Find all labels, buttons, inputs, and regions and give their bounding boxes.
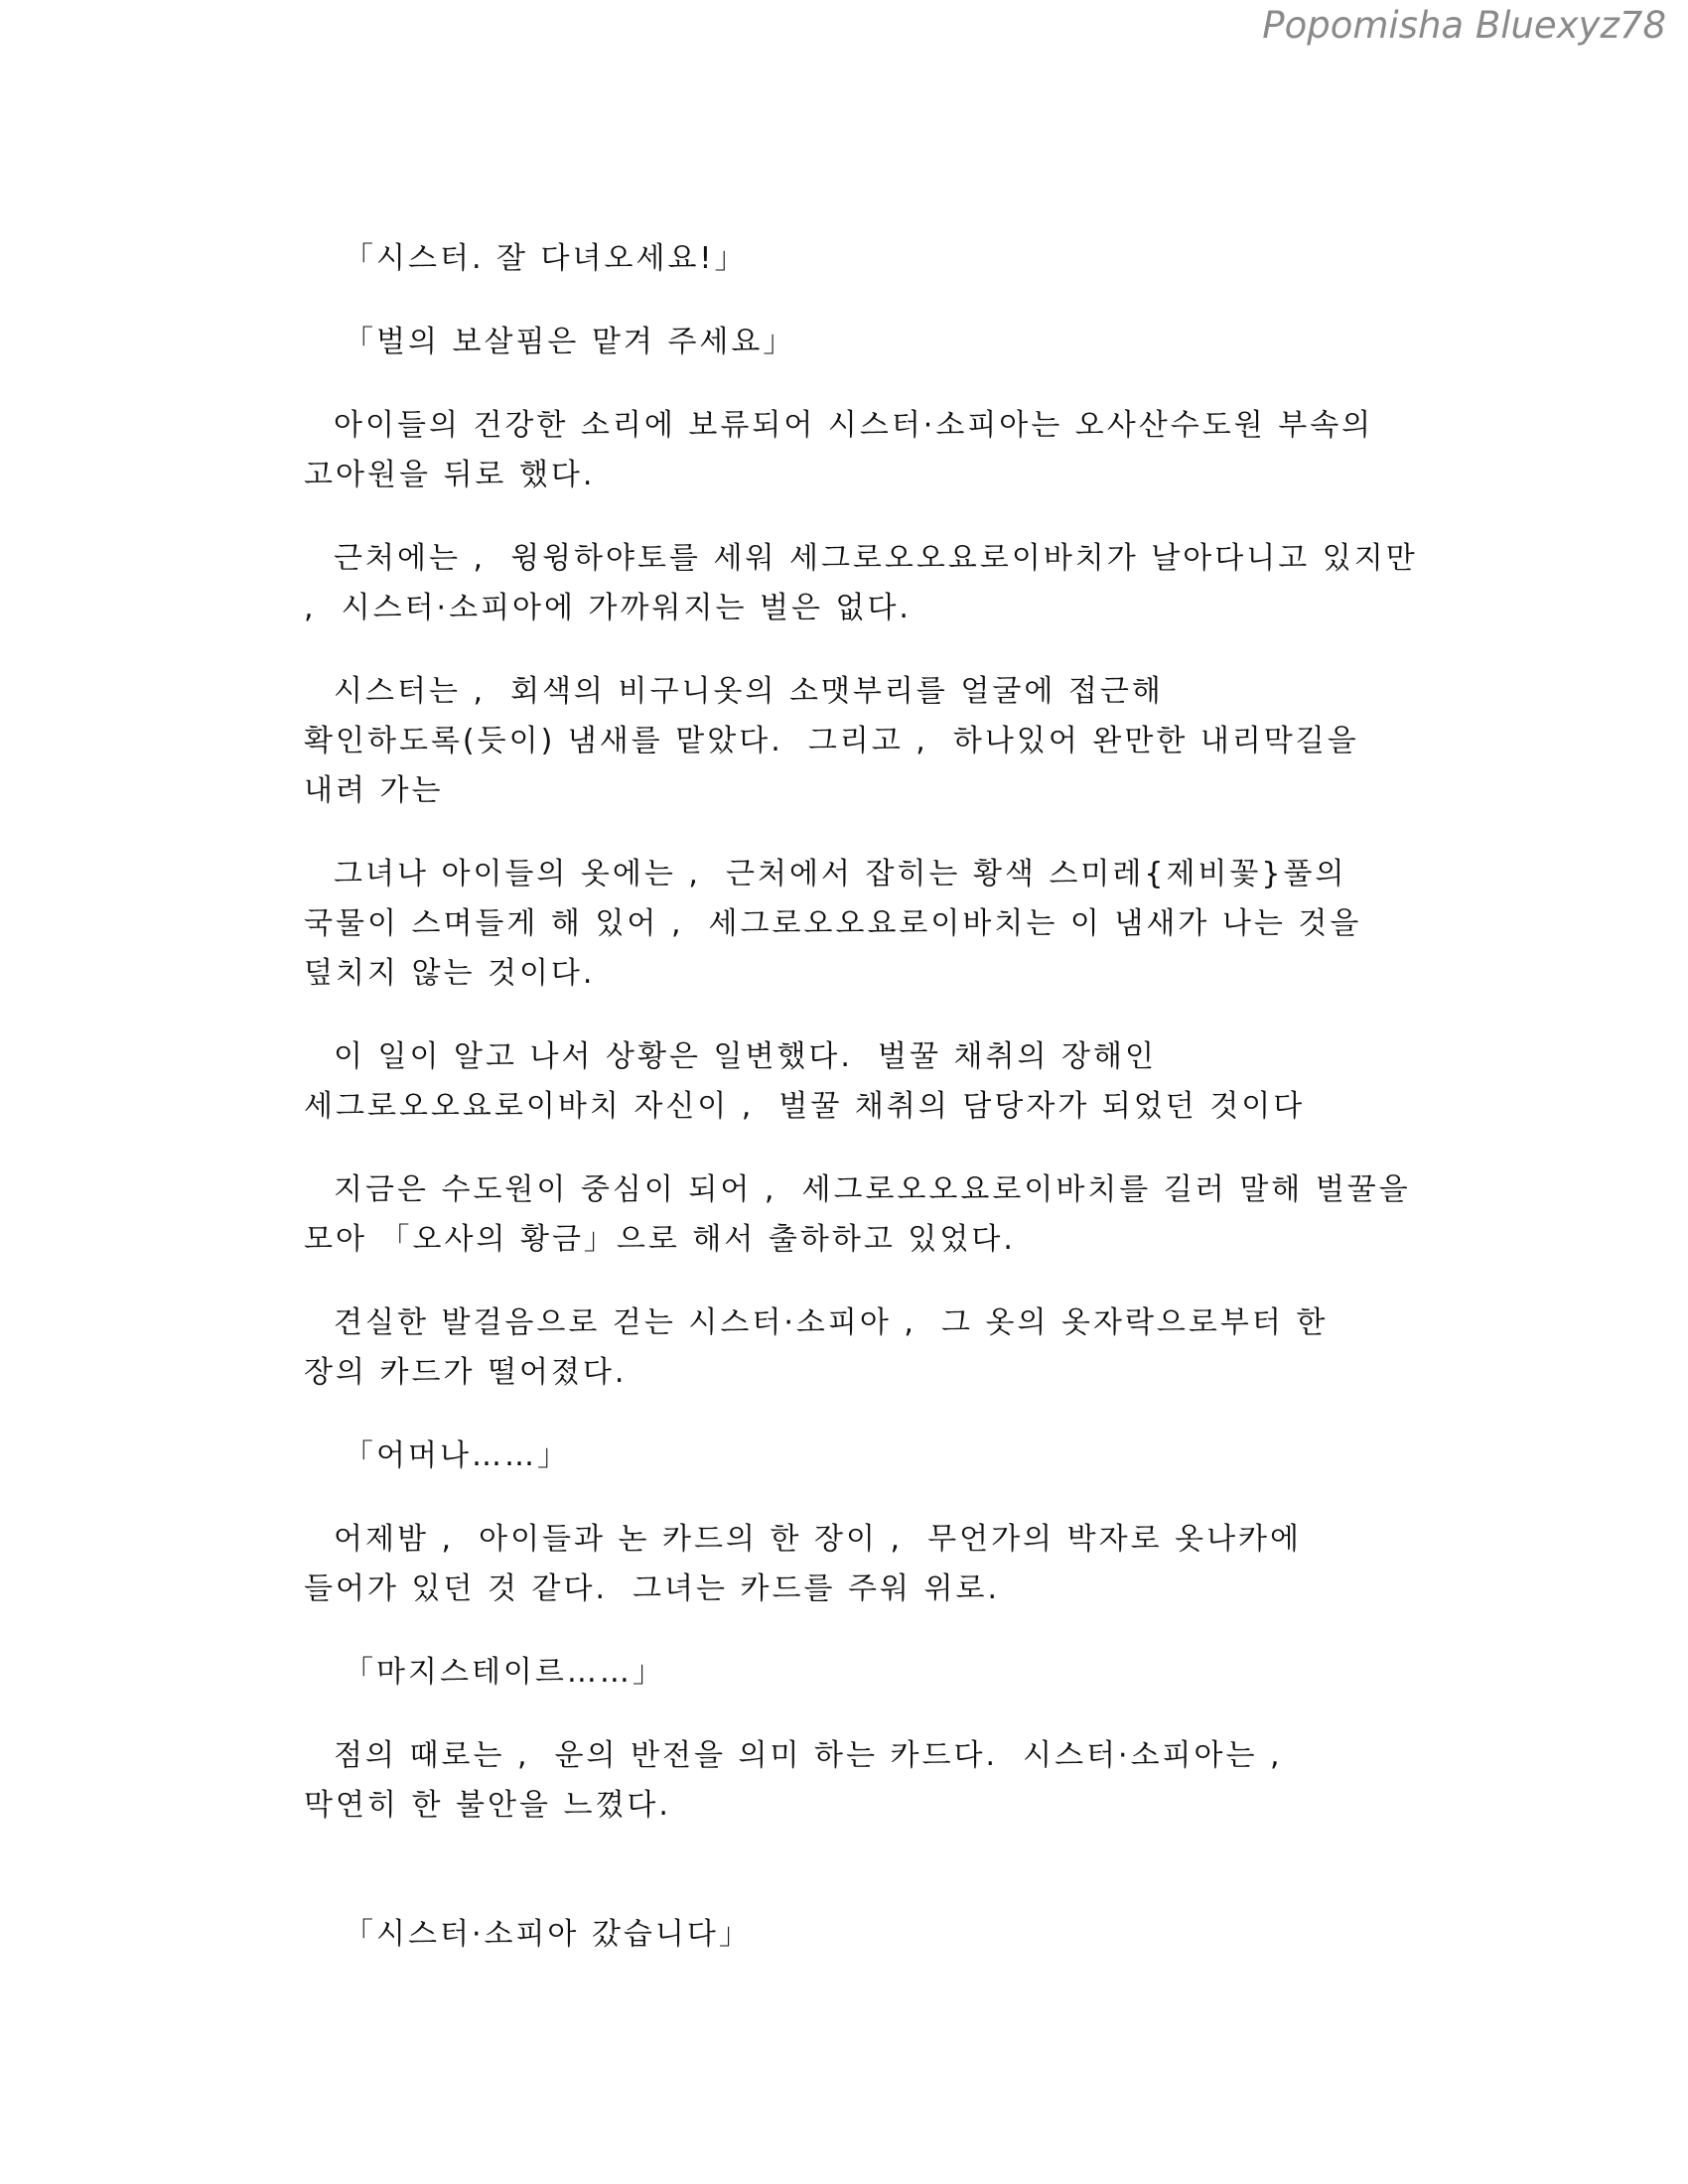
text-line: 모아 「오사의 황금」으로 해서 출하하고 있었다. <box>304 1222 1016 1257</box>
narration-paragraph <box>304 1165 1411 1265</box>
narration-paragraph <box>304 401 1406 500</box>
watermark: Popomisha Bluexyz78 <box>1262 4 1666 47</box>
dialogue-paragraph <box>304 1648 1406 1698</box>
narration-paragraph <box>304 850 1406 999</box>
dialogue-paragraph <box>304 1432 1406 1481</box>
text-line: 근처에는 , 윙윙하야토를 세워 세그로오오요로이바치가 날아다니고 있지만 <box>334 541 1418 576</box>
text-line: 견실한 발걸음으로 걷는 시스터·소피아 , 그 옷의 옷자락으로부터 한 <box>334 1305 1329 1340</box>
text-line: 그녀나 아이들의 옷에는 , 근처에서 잡히는 황색 스미레{제비꽃}풀의 <box>334 857 1347 891</box>
text-line: 어제밤 , 아이들과 논 카드의 한 장이 , 무언가의 박자로 옷나카에 <box>334 1522 1303 1557</box>
text-line: 막연히 한 불안을 느꼈다. <box>304 1788 671 1823</box>
dialogue-paragraph <box>304 318 1406 367</box>
text-line: 이 일이 알고 나서 상황은 일변했다. 벌꿀 채취의 장해인 <box>334 1039 1157 1074</box>
text-line: 시스터는 , 회색의 비구니옷의 소맷부리를 얼굴에 접근해 <box>334 674 1164 709</box>
text-line: 확인하도록(듯이) 냄새를 맡았다. 그리고 , 하나있어 완만한 내리막길을 <box>304 724 1359 758</box>
text-line: 들어가 있던 것 같다. 그녀는 카드를 주워 위로. <box>304 1571 1001 1606</box>
document-body <box>304 234 1418 1993</box>
text-line: 「벌의 보살핌은 맡겨 주세요」 <box>344 325 796 359</box>
narration-paragraph <box>304 1731 1406 1831</box>
dialogue-paragraph <box>304 1910 1406 1960</box>
text-line: 아이들의 건강한 소리에 보류되어 시스터·소피아는 오사산수도원 부속의 <box>334 408 1374 443</box>
text-line: 지금은 수도원이 중심이 되어 , 세그로오오요로이바치를 길러 말해 벌꿀을 <box>334 1172 1411 1207</box>
narration-paragraph <box>304 1515 1406 1614</box>
text-line: , 시스터·소피아에 가까워지는 벌은 없다. <box>304 591 912 625</box>
text-line: 국물이 스며들게 해 있어 , 세그로오오요로이바치는 이 냄새가 나는 것을 <box>304 906 1362 941</box>
text-line: 고아원을 뒤로 했다. <box>304 458 596 492</box>
text-line: 장의 카드가 떨어졌다. <box>304 1355 628 1390</box>
text-line: 세그로오오요로이바치 자신이 , 벌꿀 채취의 담당자가 되었던 것이다 <box>304 1089 1306 1124</box>
text-line: 덮치지 않는 것이다. <box>304 956 596 991</box>
text-line: 「시스터. 잘 다녀오세요!」 <box>344 241 748 276</box>
dialogue-paragraph <box>304 234 1406 284</box>
text-line: 「시스터·소피아 갔습니다」 <box>344 1917 752 1952</box>
text-line: 「마지스테이르……」 <box>344 1655 665 1690</box>
narration-paragraph <box>304 534 1418 633</box>
paragraph-gap <box>304 1864 1406 1910</box>
text-line: 「어머나……」 <box>344 1438 570 1473</box>
text-line: 점의 때로는 , 운의 반전을 의미 하는 카드다. 시스터·소피아는 , <box>334 1738 1283 1773</box>
narration-paragraph <box>304 1032 1406 1132</box>
narration-paragraph <box>304 667 1406 816</box>
narration-paragraph <box>304 1298 1406 1398</box>
text-line: 내려 가는 <box>304 773 444 808</box>
